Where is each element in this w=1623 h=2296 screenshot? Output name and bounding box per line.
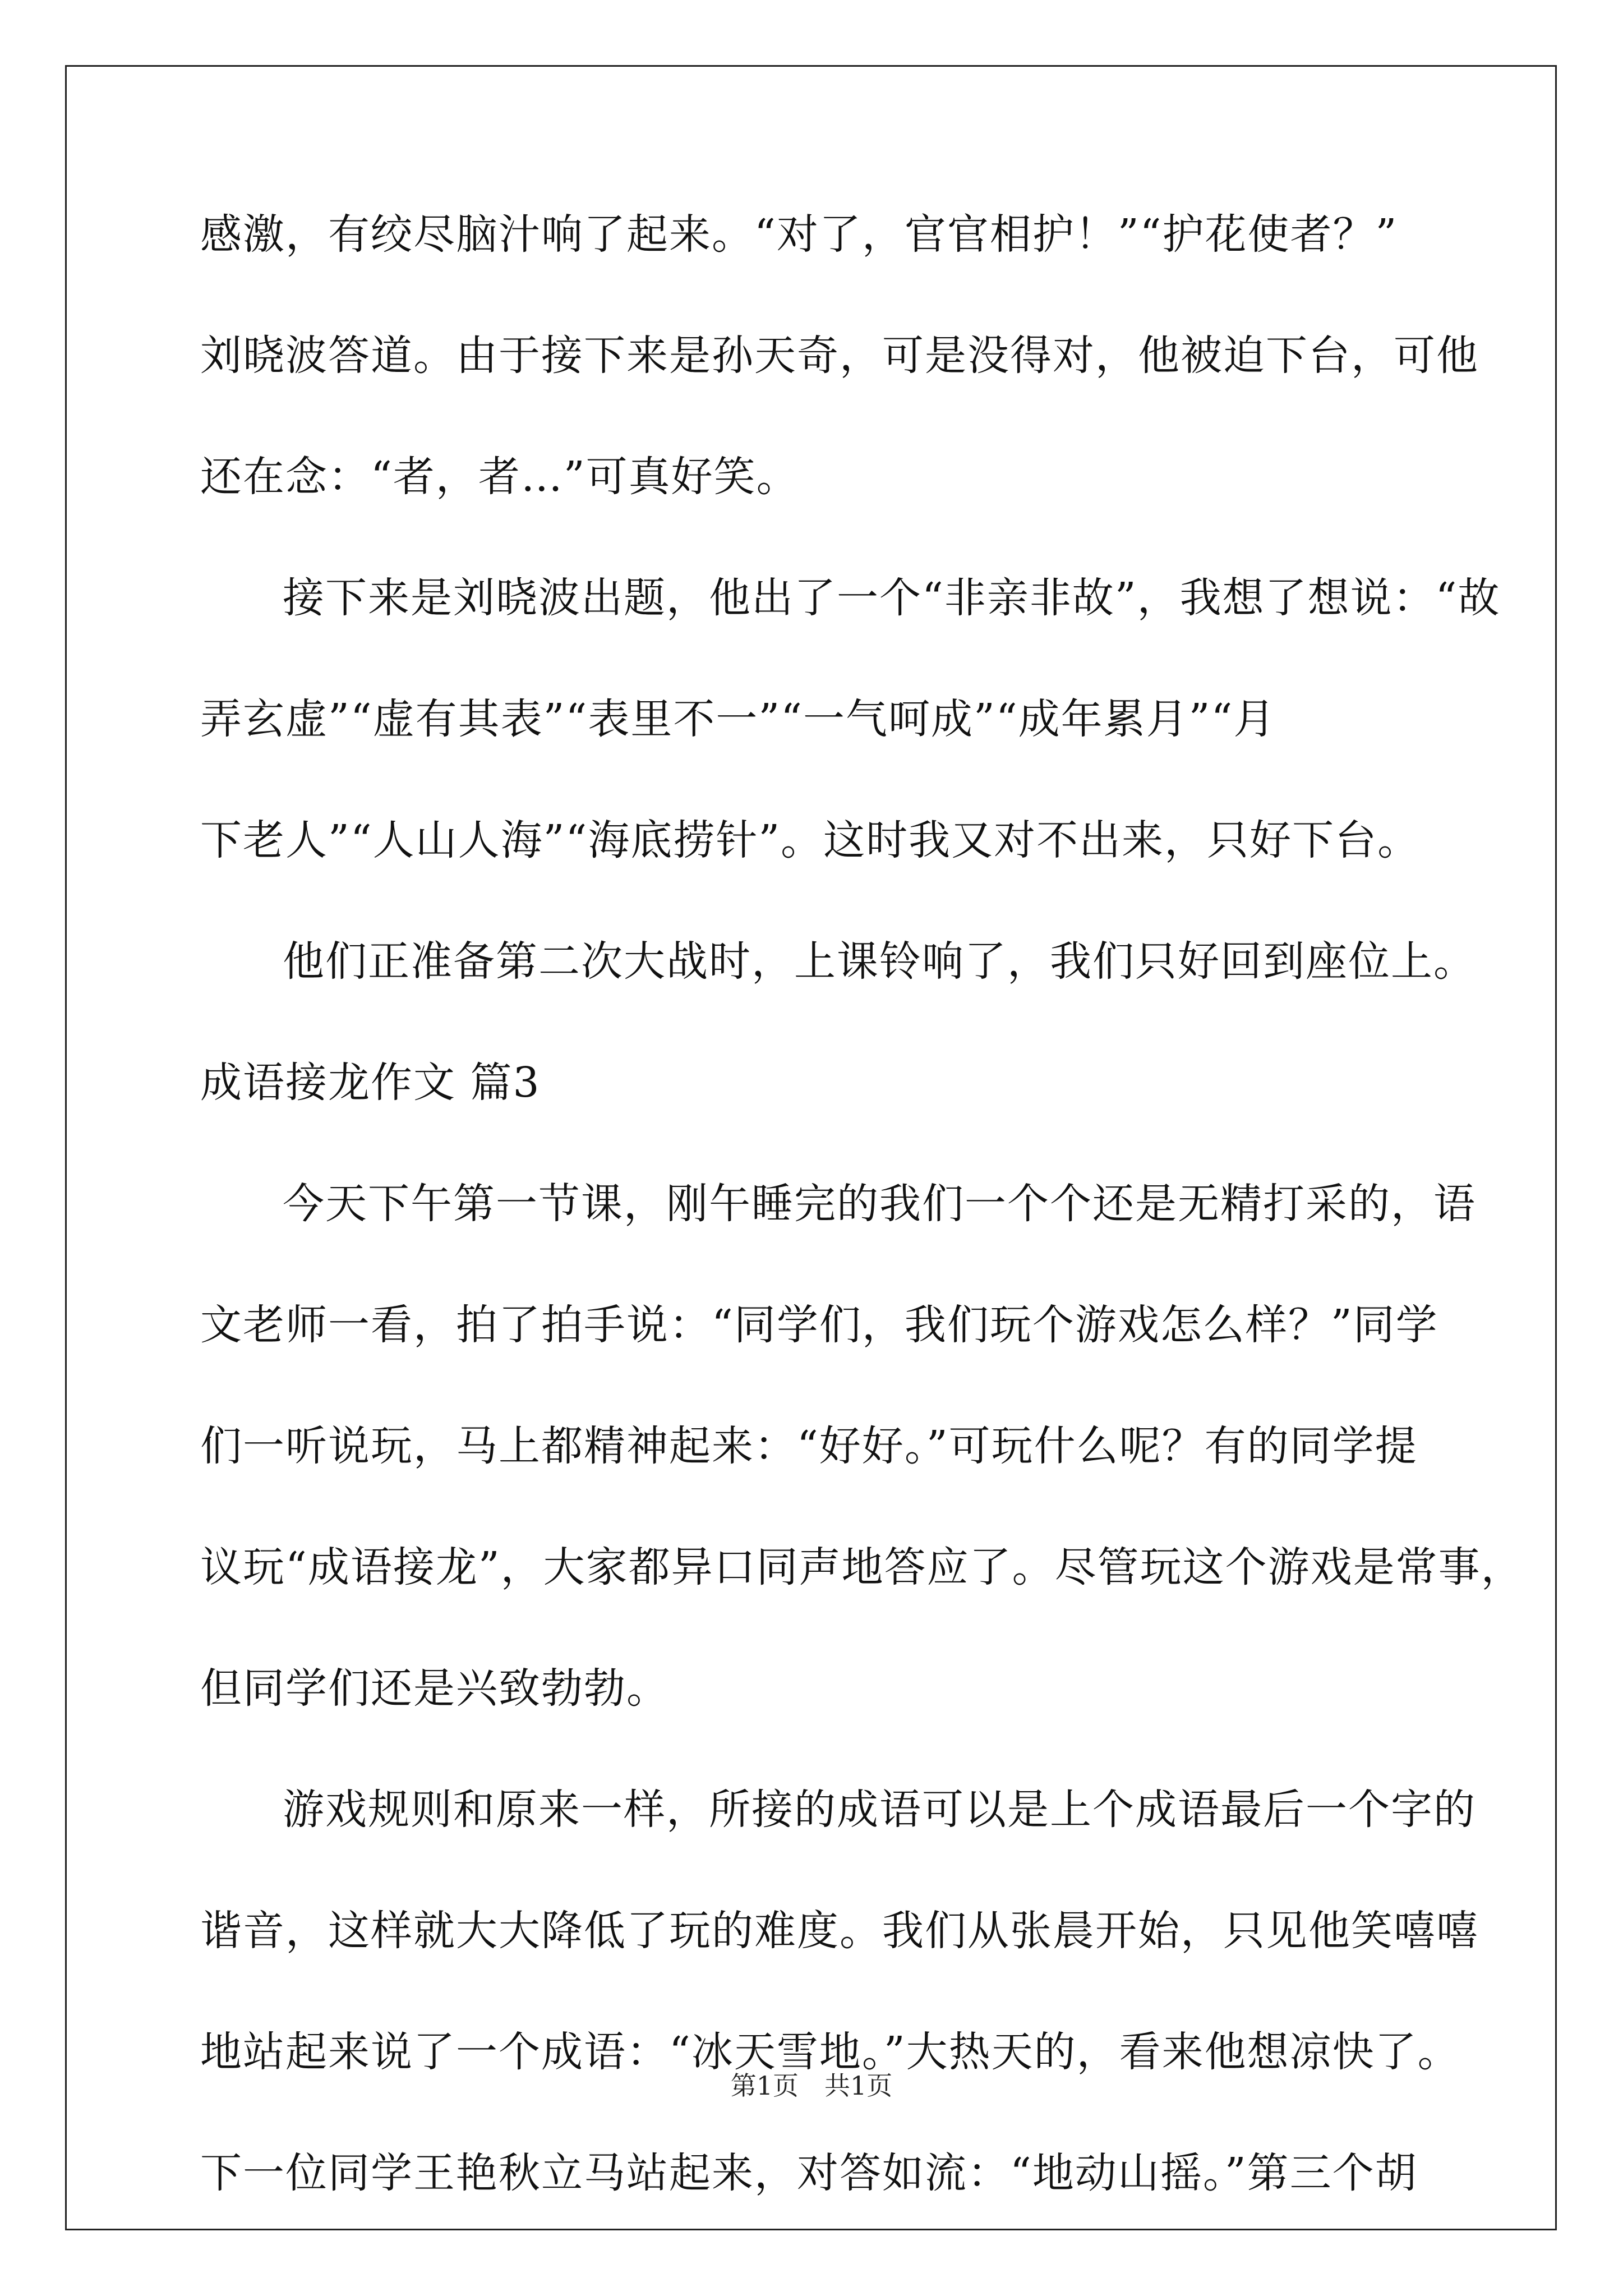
paragraph-line: 今天下午第一节课，刚午睡完的我们一个个还是无精打采的，语 <box>283 1180 1476 1228</box>
text-line: 们一听说玩，马上都精神起来：“好好。”可玩什么呢？有的同学提 <box>200 1422 1418 1470</box>
text-line: 刘晓波答道。由于接下来是孙天奇，可是没得对，他被迫下台，可他 <box>200 332 1479 380</box>
text-line: 弄玄虚”“虚有其表”“表里不一”“一气呵成”“成年累月”“月 <box>200 695 1276 743</box>
text-line: 议玩“成语接龙”，大家都异口同声地答应了。尽管玩这个游戏是常事， <box>200 1543 1524 1591</box>
text-line: 感激，有绞尽脑汁响了起来。“对了，官官相护！”“护花使者？” <box>200 210 1398 259</box>
text-line: 下一位同学王艳秋立马站起来，对答如流：“地动山摇。”第三个胡 <box>200 2149 1418 2197</box>
text-line: 下老人”“人山人海”“海底捞针”。这时我又对不出来，只好下台。 <box>200 816 1421 864</box>
page-footer: 第1页 共1页 <box>730 2070 893 2101</box>
text-line: 地站起来说了一个成语：“冰天雪地。”大热天的，看来他想凉快了。 <box>200 2028 1460 2076</box>
paragraph-line: 接下来是刘晓波出题，他出了一个“非亲非故”，我想了想说：“故 <box>283 574 1501 622</box>
text-line: 但同学们还是兴致勃勃。 <box>200 1664 669 1713</box>
text-line: 文老师一看，拍了拍手说：“同学们，我们玩个游戏怎么样？”同学 <box>200 1301 1438 1349</box>
text-line: 还在念：“者，者…”可真好笑。 <box>200 453 799 501</box>
paragraph-line: 游戏规则和原来一样，所接的成语可以是上个成语最后一个字的 <box>283 1786 1476 1834</box>
paragraph-line: 他们正准备第二次大战时，上课铃响了，我们只好回到座位上。 <box>283 937 1476 986</box>
section-heading: 成语接龙作文 篇3 <box>200 1059 541 1107</box>
text-line: 谐音，这样就大大降低了玩的难度。我们从张晨开始，只见他笑嘻嘻 <box>200 1907 1479 1955</box>
